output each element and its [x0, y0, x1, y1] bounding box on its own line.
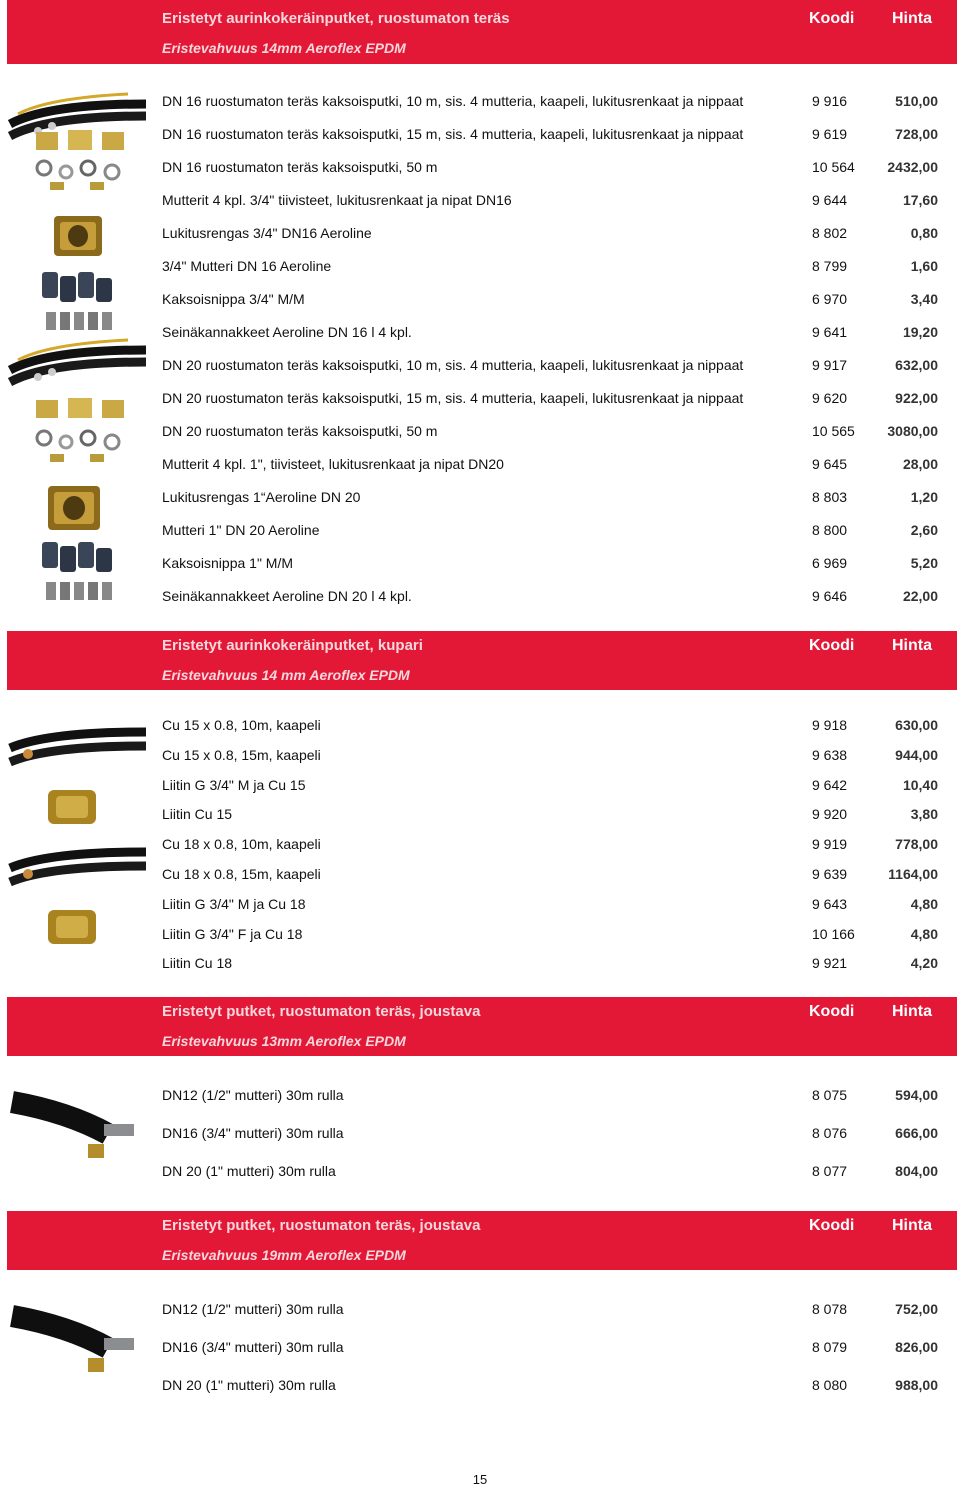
product-price: 0,80 [910, 225, 938, 241]
product-code: 9 639 [812, 866, 848, 882]
section-subtitle: Eristevahvuus 13mm Aeroflex EPDM [162, 1033, 406, 1049]
product-description: Liitin Cu 15 [162, 806, 233, 822]
table-row [0, 555, 960, 579]
table-row [0, 1301, 960, 1325]
product-code: 9 646 [812, 588, 848, 604]
product-description: Mutterit 4 kpl. 1", tiivisteet, lukitusrenkaat ja nipat DN20 [162, 456, 504, 472]
table-row [0, 390, 960, 414]
price-column-header: Hinta [892, 637, 932, 654]
table-row [0, 1163, 960, 1187]
product-code: 10 564 [812, 159, 855, 175]
section-header [7, 1211, 957, 1270]
table-row [0, 159, 960, 183]
section-title: Eristetyt putket, ruostumaton teräs, joustava [162, 1003, 481, 1020]
product-code: 9 916 [812, 93, 848, 109]
product-code: 8 076 [812, 1125, 848, 1141]
product-price: 10,40 [902, 777, 938, 793]
product-description: DN12 (1/2" mutteri) 30m rulla [162, 1301, 344, 1317]
price-column-header: Hinta [892, 1003, 932, 1020]
table-row [0, 896, 960, 920]
product-price: 28,00 [902, 456, 938, 472]
product-price: 2432,00 [887, 159, 938, 175]
product-description: DN 20 (1" mutteri) 30m rulla [162, 1377, 336, 1393]
product-description: DN 16 ruostumaton teräs kaksoisputki, 10 m, sis. 4 mutteria, kaapeli, lukitusrenkaat ja nippaat [162, 93, 744, 109]
code-column-header: Koodi [809, 1217, 855, 1234]
product-code: 9 643 [812, 896, 848, 912]
table-row [0, 93, 960, 117]
table-row [0, 717, 960, 741]
product-price: 22,00 [902, 588, 938, 604]
section-subtitle: Eristevahvuus 14 mm Aeroflex EPDM [162, 667, 410, 683]
product-price: 1,20 [910, 489, 938, 505]
product-code: 6 969 [812, 555, 848, 571]
code-column-header: Koodi [809, 1003, 855, 1020]
product-price: 3080,00 [887, 423, 938, 439]
product-description: Liitin G 3/4" M ja Cu 18 [162, 896, 306, 912]
product-price: 17,60 [902, 192, 938, 208]
product-price: 922,00 [895, 390, 938, 406]
product-description: Lukitusrengas 3/4" DN16 Aeroline [162, 225, 372, 241]
code-column-header: Koodi [809, 10, 855, 27]
product-price: 4,80 [910, 896, 938, 912]
product-description: Cu 15 x 0.8, 10m, kaapeli [162, 717, 321, 733]
table-row [0, 357, 960, 381]
product-code: 10 166 [812, 926, 855, 942]
product-description: Lukitusrengas 1“Aeroline DN 20 [162, 489, 361, 505]
section-header [7, 631, 957, 690]
table-row [0, 192, 960, 216]
product-description: Cu 18 x 0.8, 15m, kaapeli [162, 866, 321, 882]
product-price: 778,00 [895, 836, 938, 852]
price-column-header: Hinta [892, 1217, 932, 1234]
product-price: 19,20 [902, 324, 938, 340]
product-description: DN16 (3/4" mutteri) 30m rulla [162, 1125, 344, 1141]
product-description: Kaksoisnippa 3/4" M/M [162, 291, 305, 307]
table-row [0, 588, 960, 612]
product-price: 804,00 [895, 1163, 938, 1179]
product-description: DN 16 ruostumaton teräs kaksoisputki, 15 m, sis. 4 mutteria, kaapeli, lukitusrenkaat ja nippaat [162, 126, 744, 142]
product-description: DN 20 (1" mutteri) 30m rulla [162, 1163, 336, 1179]
product-code: 9 918 [812, 717, 848, 733]
section-title: Eristetyt putket, ruostumaton teräs, joustava [162, 1217, 481, 1234]
product-description: Mutteri 1" DN 20 Aeroline [162, 522, 320, 538]
product-description: 3/4" Mutteri DN 16 Aeroline [162, 258, 332, 274]
table-row [0, 926, 960, 950]
table-row [0, 747, 960, 771]
product-price: 630,00 [895, 717, 938, 733]
product-price: 4,80 [910, 926, 938, 942]
table-row [0, 423, 960, 447]
table-row [0, 806, 960, 830]
table-row [0, 324, 960, 348]
product-price: 510,00 [895, 93, 938, 109]
product-description: Liitin G 3/4" F ja Cu 18 [162, 926, 303, 942]
table-row [0, 258, 960, 282]
table-row [0, 777, 960, 801]
table-row [0, 456, 960, 480]
section-header [7, 0, 957, 64]
product-code: 9 645 [812, 456, 848, 472]
table-row [0, 291, 960, 315]
product-price: 1,60 [910, 258, 938, 274]
product-description: Cu 15 x 0.8, 15m, kaapeli [162, 747, 321, 763]
product-description: DN 20 ruostumaton teräs kaksoisputki, 50 m [162, 423, 438, 439]
table-row [0, 1125, 960, 1149]
page-number: 15 [472, 1472, 488, 1487]
table-row [0, 126, 960, 150]
product-code: 9 638 [812, 747, 848, 763]
product-description: Cu 18 x 0.8, 10m, kaapeli [162, 836, 321, 852]
product-code: 9 619 [812, 126, 848, 142]
product-description: DN16 (3/4" mutteri) 30m rulla [162, 1339, 344, 1355]
product-price: 3,80 [910, 806, 938, 822]
product-description: DN 16 ruostumaton teräs kaksoisputki, 50 m [162, 159, 438, 175]
product-price: 988,00 [895, 1377, 938, 1393]
product-code: 9 919 [812, 836, 848, 852]
product-code: 9 641 [812, 324, 848, 340]
product-description: Kaksoisnippa 1" M/M [162, 555, 294, 571]
product-description: Liitin G 3/4" M ja Cu 15 [162, 777, 306, 793]
section-subtitle: Eristevahvuus 19mm Aeroflex EPDM [162, 1247, 406, 1263]
product-code: 9 921 [812, 955, 848, 971]
product-code: 8 080 [812, 1377, 848, 1393]
product-description: DN 20 ruostumaton teräs kaksoisputki, 10 m, sis. 4 mutteria, kaapeli, lukitusrenkaat ja nippaat [162, 357, 744, 373]
product-price: 944,00 [895, 747, 938, 763]
table-row [0, 489, 960, 513]
section-title: Eristetyt aurinkokeräinputket, ruostumaton teräs [162, 10, 510, 27]
code-column-header: Koodi [809, 637, 855, 654]
product-code: 10 565 [812, 423, 855, 439]
product-description: Seinäkannakkeet Aeroline DN 20 l 4 kpl. [162, 588, 412, 604]
product-code: 9 644 [812, 192, 848, 208]
product-code: 9 642 [812, 777, 848, 793]
product-price: 594,00 [895, 1087, 938, 1103]
table-row [0, 866, 960, 890]
product-code: 8 077 [812, 1163, 848, 1179]
product-description: DN12 (1/2" mutteri) 30m rulla [162, 1087, 344, 1103]
product-code: 9 920 [812, 806, 848, 822]
product-price: 1164,00 [888, 866, 938, 882]
product-code: 8 803 [812, 489, 848, 505]
product-code: 8 800 [812, 522, 848, 538]
product-price: 666,00 [895, 1125, 938, 1141]
product-description: DN 20 ruostumaton teräs kaksoisputki, 15 m, sis. 4 mutteria, kaapeli, lukitusrenkaat ja nippaat [162, 390, 744, 406]
product-price: 5,20 [910, 555, 938, 571]
product-code: 8 079 [812, 1339, 848, 1355]
product-description: Mutterit 4 kpl. 3/4" tiivisteet, lukitusrenkaat ja nipat DN16 [162, 192, 512, 208]
table-row [0, 522, 960, 546]
section-header [7, 997, 957, 1056]
product-code: 9 620 [812, 390, 848, 406]
product-code: 6 970 [812, 291, 848, 307]
product-code: 8 075 [812, 1087, 848, 1103]
product-price: 2,60 [910, 522, 938, 538]
section-title: Eristetyt aurinkokeräinputket, kupari [162, 637, 423, 654]
product-description: Liitin Cu 18 [162, 955, 233, 971]
table-row [0, 955, 960, 979]
product-code: 8 799 [812, 258, 848, 274]
table-row [0, 1087, 960, 1111]
product-code: 8 802 [812, 225, 848, 241]
product-price: 826,00 [895, 1339, 938, 1355]
product-description: Seinäkannakkeet Aeroline DN 16 l 4 kpl. [162, 324, 412, 340]
product-code: 9 917 [812, 357, 848, 373]
product-price: 3,40 [910, 291, 938, 307]
product-price: 728,00 [895, 126, 938, 142]
product-price: 752,00 [895, 1301, 938, 1317]
product-price: 632,00 [895, 357, 938, 373]
table-row [0, 1377, 960, 1401]
section-subtitle: Eristevahvuus 14mm Aeroflex EPDM [162, 40, 406, 56]
table-row [0, 225, 960, 249]
table-row [0, 836, 960, 860]
product-code: 8 078 [812, 1301, 848, 1317]
table-row [0, 1339, 960, 1363]
product-price: 4,20 [910, 955, 938, 971]
price-column-header: Hinta [892, 10, 932, 27]
